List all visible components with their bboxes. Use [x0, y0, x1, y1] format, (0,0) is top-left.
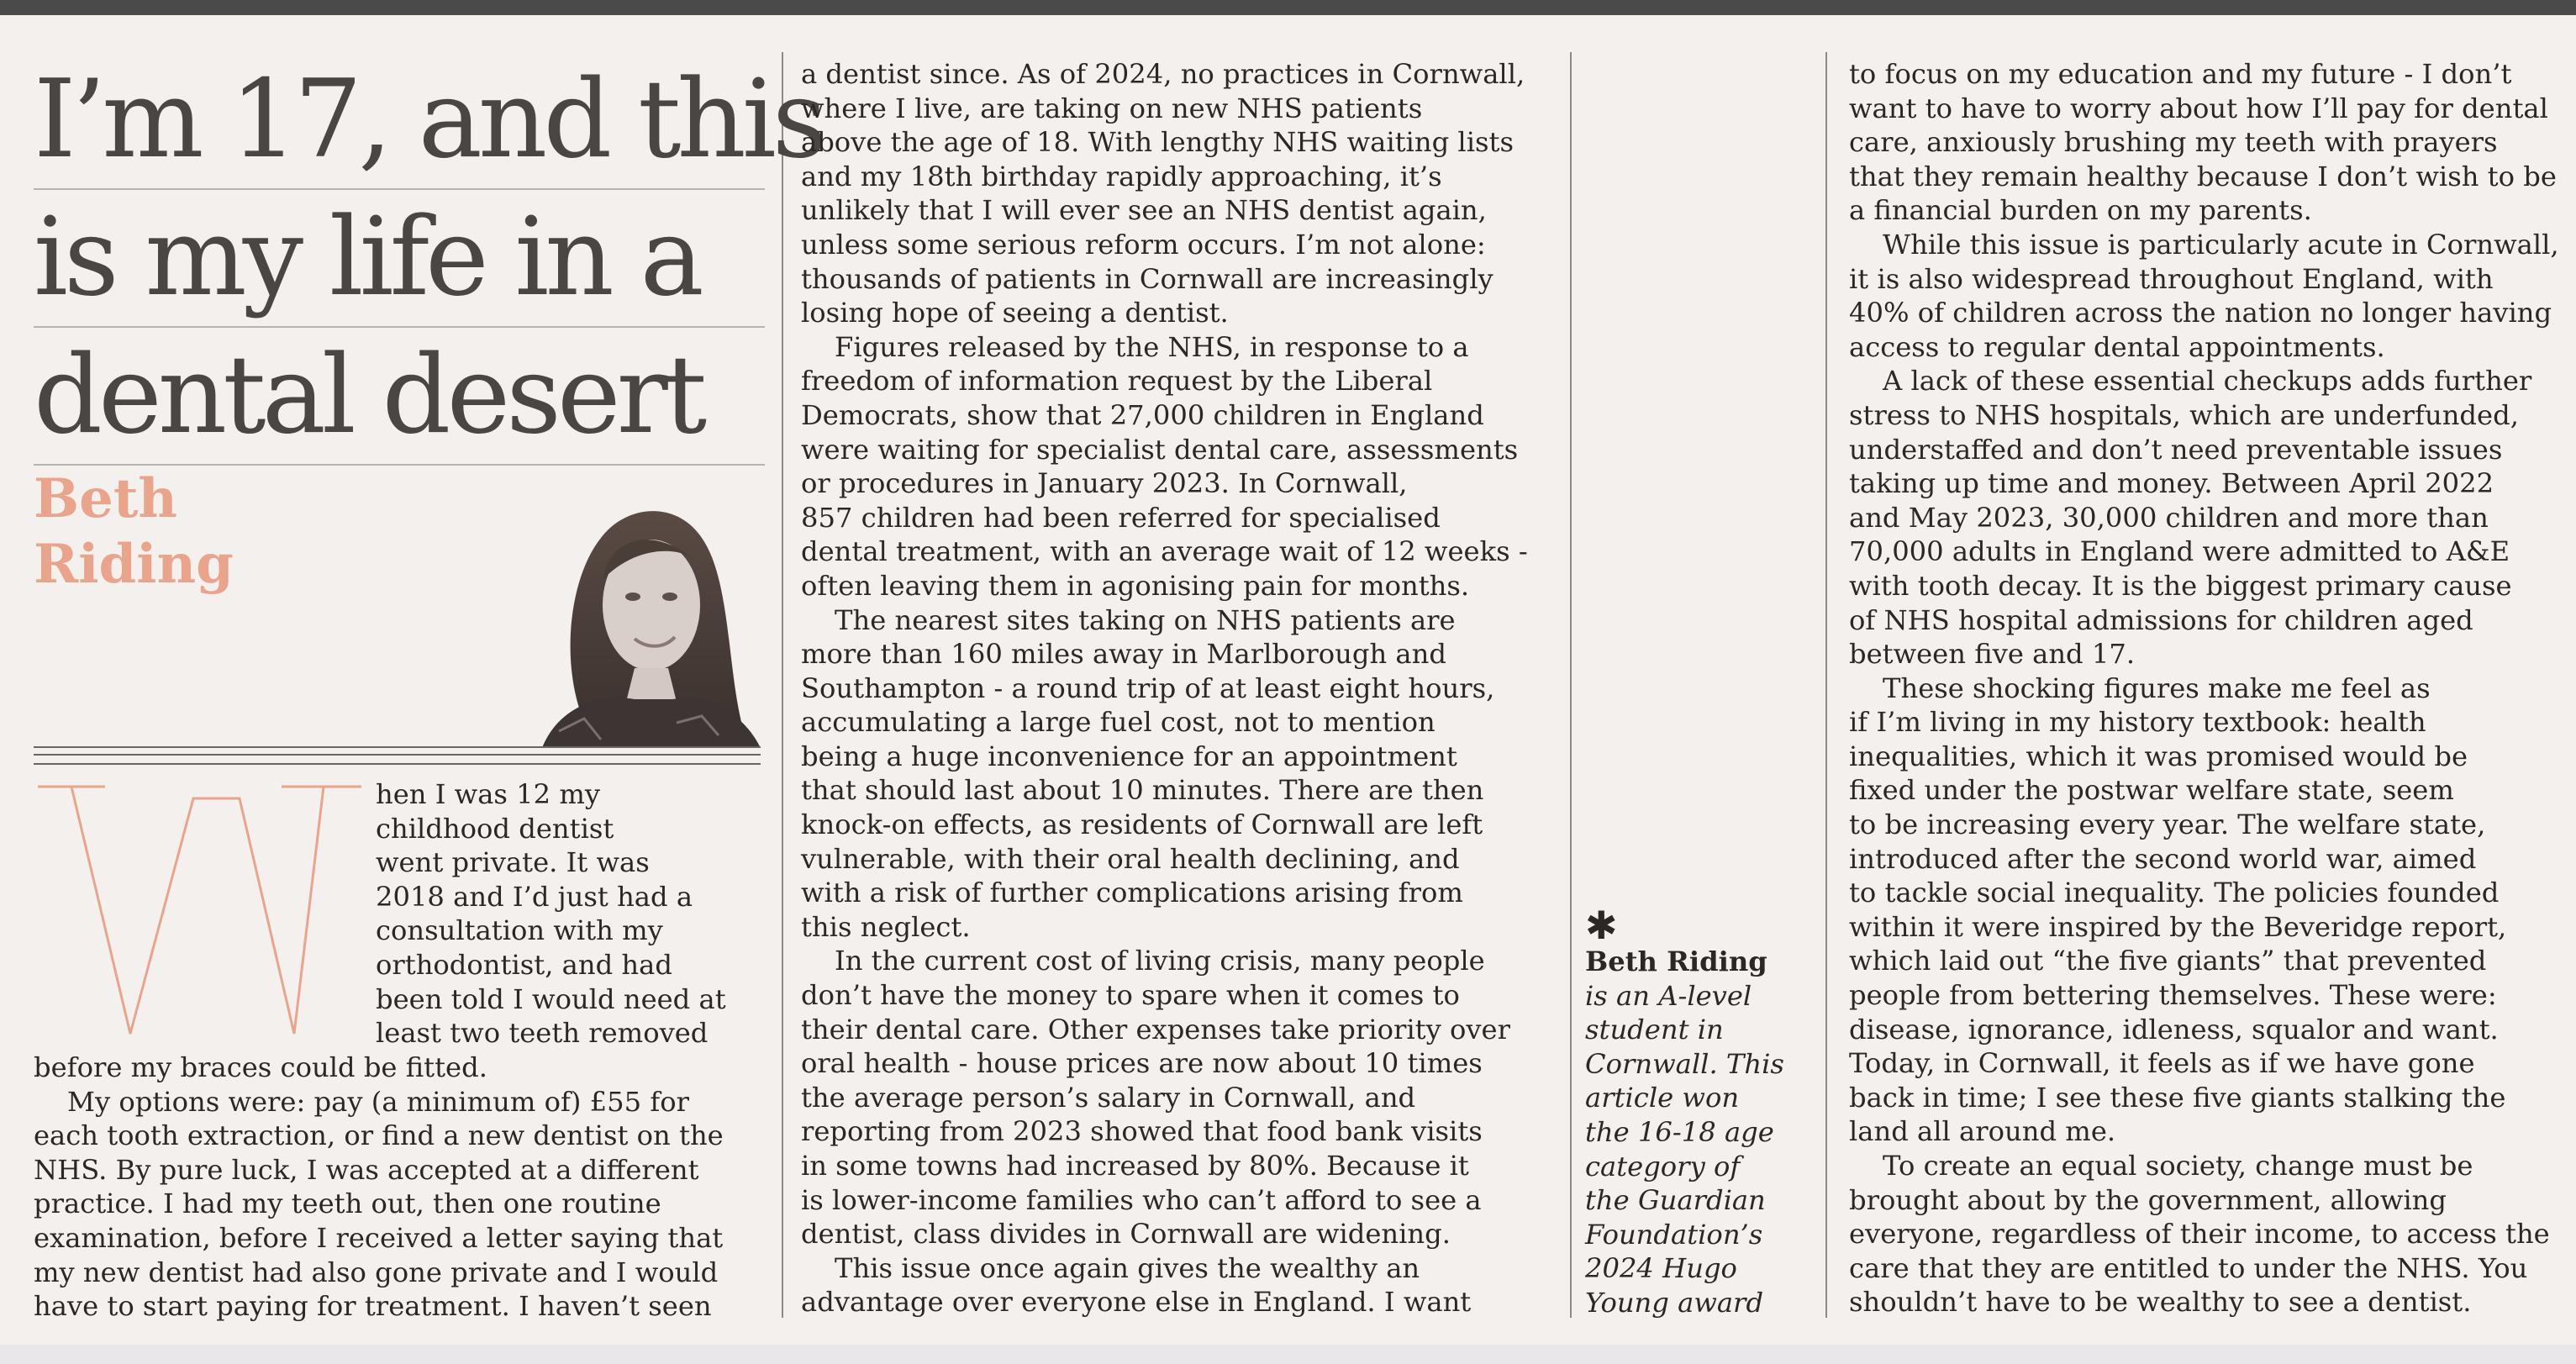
text-line: 857 children had been referred for specialised [801, 501, 1441, 534]
text-line: The nearest sites taking on NHS patients are [835, 603, 1456, 636]
text-line: to tackle social inequality. The policies founded [1849, 877, 2500, 909]
bio-line: student in [1585, 1014, 1724, 1046]
text-line: and May 2023, 30,000 children and more than [1849, 501, 2489, 534]
bio-line: the 16-18 age [1585, 1115, 1774, 1148]
text-line: knock-on effects, as residents of Cornwall are left [801, 808, 1483, 841]
author-note-name: Beth Riding [1585, 945, 1767, 977]
text-line: consultation with my [376, 914, 663, 947]
text-line: went private. It was [376, 846, 650, 879]
text-line: that should last about 10 minutes. There are then [801, 774, 1484, 807]
text-line: it is also widespread throughout England, with [1849, 262, 2494, 295]
text-line: in some towns had increased by 80%. Because it [801, 1150, 1469, 1182]
author-note-bio [1585, 979, 1804, 1320]
text-line: to focus on my education and my future - I don’t [1849, 58, 2512, 90]
bio-line: the Guardian [1585, 1184, 1766, 1217]
author-portrait [508, 479, 761, 748]
text-line: is lower-income families who can’t afford to see a [801, 1183, 1482, 1216]
text-line: often leaving them in agonising pain for months. [801, 569, 1470, 602]
text-line: thousands of patients in Cornwall are increasingly [801, 262, 1493, 295]
text-line: before my braces could be fitted. [34, 1051, 487, 1083]
text-line: Democrats, show that 27,000 children in England [801, 398, 1484, 431]
text-line: oral health - house prices are now about 10 times [801, 1047, 1483, 1080]
text-line: the average person’s salary in Cornwall, and [801, 1081, 1416, 1114]
text-line: my new dentist had also gone private and I would [34, 1256, 719, 1288]
text-line: Figures released by the NHS, in response to a [835, 330, 1469, 363]
text-line: practice. I had my teeth out, then one routine [34, 1188, 661, 1220]
text-line: have to start paying for treatment. I haven’t seen [34, 1290, 712, 1323]
text-line: shouldn’t have to be wealthy to see a dentist. [1849, 1286, 2472, 1319]
bio-line: Foundation’s [1585, 1218, 1763, 1251]
text-line: where I live, are taking on new NHS patients [801, 92, 1423, 124]
text-line: unlikely that I will ever see an NHS dentist again, [801, 194, 1487, 227]
headline-line: I’m 17, and this [34, 52, 765, 190]
text-line: vulnerable, with their oral health declining, and [801, 842, 1460, 875]
text-line: that they remain healthy because I don’t wish to be [1849, 160, 2557, 192]
text-line: each tooth extraction, or find a new dentist on the [34, 1119, 724, 1152]
column-2-text [801, 57, 1557, 1319]
text-line: 2018 and I’d just had a [376, 880, 693, 913]
text-line: least two teeth removed [376, 1017, 709, 1050]
drop-cap [34, 782, 366, 1051]
text-line: orthodontist, and had [376, 948, 672, 981]
text-line: to be increasing every year. The welfare state, [1849, 808, 2486, 841]
text-line: In the current cost of living crisis, many people [835, 945, 1485, 977]
column-4-text [1849, 57, 2563, 1319]
headline [34, 52, 824, 466]
text-line: which laid out “the five giants” that prevented [1849, 945, 2487, 977]
text-line: Southampton - a round trip of at least eight hours, [801, 671, 1495, 704]
text-line: stress to NHS hospitals, which are underfunded, [1849, 398, 2519, 431]
text-line: disease, ignorance, idleness, squalor and want. [1849, 1013, 2499, 1045]
text-line: back in time; I see these five giants stalking the [1849, 1081, 2506, 1114]
text-line: introduced after the second world war, aimed [1849, 842, 2477, 875]
headline-line: is my life in a [34, 190, 765, 328]
text-line: 70,000 adults in England were admitted to A&E [1849, 535, 2510, 568]
byline-first-name: Beth [34, 467, 177, 530]
text-line: inequalities, which it was promised would be [1849, 740, 2468, 772]
text-line: These shocking figures make me feel as [1883, 671, 2431, 704]
text-line: been told I would need at [376, 982, 726, 1015]
text-line: everyone, regardless of their income, to access the [1849, 1218, 2550, 1251]
byline-last-name: Riding [34, 533, 234, 596]
text-line: if I’m living in my history textbook: health [1849, 706, 2426, 739]
text-line: with a risk of further complications arising from [801, 877, 1463, 909]
text-line: were waiting for specialist dental care, assessments [801, 433, 1519, 466]
text-line: understaffed and don’t need preventable issues [1849, 433, 2503, 466]
text-line: being a huge inconvenience for an appointment [801, 740, 1457, 772]
text-line: accumulating a large fuel cost, not to mention [801, 706, 1436, 739]
text-line: care, anxiously brushing my teeth with prayers [1849, 126, 2498, 159]
column-1-text [34, 1051, 765, 1324]
text-line: their dental care. Other expenses take priority over [801, 1013, 1510, 1045]
text-line: brought about by the government, allowing [1849, 1183, 2447, 1216]
column-rule [782, 52, 783, 1318]
text-line: losing hope of seeing a dentist. [801, 297, 1229, 329]
section-divider [34, 746, 761, 765]
text-line: A lack of these essential checkups adds further [1883, 365, 2532, 398]
bio-line: is an A-level [1585, 979, 1752, 1012]
text-line: fixed under the postwar welfare state, seem [1849, 774, 2454, 807]
headline-line: dental desert [34, 328, 765, 466]
text-line: dental treatment, with an average wait of 12 weeks - [801, 535, 1528, 568]
bio-line: category of [1585, 1150, 1741, 1182]
bio-line: Cornwall. This [1585, 1047, 1784, 1080]
text-line: While this issue is particularly acute in Cornwall, [1883, 228, 2559, 261]
text-line: access to regular dental appointments. [1849, 330, 2385, 363]
text-line: Today, in Cornwall, it feels as if we have gone [1849, 1047, 2475, 1080]
column-rule [1570, 52, 1572, 1318]
bio-line: article won [1585, 1082, 1740, 1114]
text-line: people from bettering themselves. These were: [1849, 979, 2497, 1012]
column-1-dropcap-text [376, 777, 737, 1051]
text-line: or procedures in January 2023. In Cornwall, [801, 467, 1408, 500]
asterisk-icon: ✱ [1585, 903, 1618, 948]
text-line: with tooth decay. It is the biggest primary cause [1849, 569, 2512, 602]
text-line: reporting from 2023 showed that food bank visits [801, 1115, 1483, 1148]
text-line: want to have to worry about how I’ll pay for dental [1849, 92, 2548, 124]
text-line: hen I was 12 my [376, 778, 601, 810]
text-line: don’t have the money to spare when it comes to [801, 979, 1460, 1012]
text-line: dentist, class divides in Cornwall are widening. [801, 1218, 1451, 1251]
text-line: this neglect. [801, 910, 971, 943]
text-line: a dentist since. As of 2024, no practices in Cornwall, [801, 58, 1525, 90]
text-line: examination, before I received a letter saying that [34, 1221, 724, 1254]
text-line: and my 18th birthday rapidly approaching, it’s [801, 160, 1442, 192]
text-line: To create an equal society, change must be [1883, 1150, 2473, 1182]
text-line: more than 160 miles away in Marlborough and [801, 638, 1446, 671]
author-note [1585, 903, 1804, 1320]
top-border [0, 0, 2576, 15]
text-line: a financial burden on my parents. [1849, 194, 2312, 227]
text-line: 40% of children across the nation no longer having [1849, 297, 2552, 329]
text-line: NHS. By pure luck, I was accepted at a different [34, 1153, 699, 1186]
byline [34, 466, 269, 598]
bio-line: Young award [1585, 1286, 1764, 1319]
text-line: care that they are entitled to under the NHS. You [1849, 1251, 2528, 1284]
column-rule [1825, 52, 1827, 1318]
text-line: This issue once again gives the wealthy an [835, 1251, 1420, 1284]
text-line: childhood dentist [376, 812, 614, 845]
text-line: land all around me. [1849, 1115, 2116, 1148]
text-line: advantage over everyone else in England. I want [801, 1286, 1472, 1319]
text-line: freedom of information request by the Liberal [801, 365, 1433, 398]
text-line: within it were inspired by the Beveridge report, [1849, 910, 2507, 943]
text-line: above the age of 18. With lengthy NHS waiting lists [801, 126, 1514, 159]
text-line: taking up time and money. Between April 2022 [1849, 467, 2494, 500]
text-line: unless some serious reform occurs. I’m not alone: [801, 228, 1486, 261]
page-edge [0, 1345, 2576, 1364]
text-line: between five and 17. [1849, 638, 2136, 671]
bio-line: 2024 Hugo [1585, 1252, 1737, 1285]
text-line: of NHS hospital admissions for children aged [1849, 603, 2473, 636]
text-line: My options were: pay (a minimum of) £55 for [67, 1085, 690, 1118]
